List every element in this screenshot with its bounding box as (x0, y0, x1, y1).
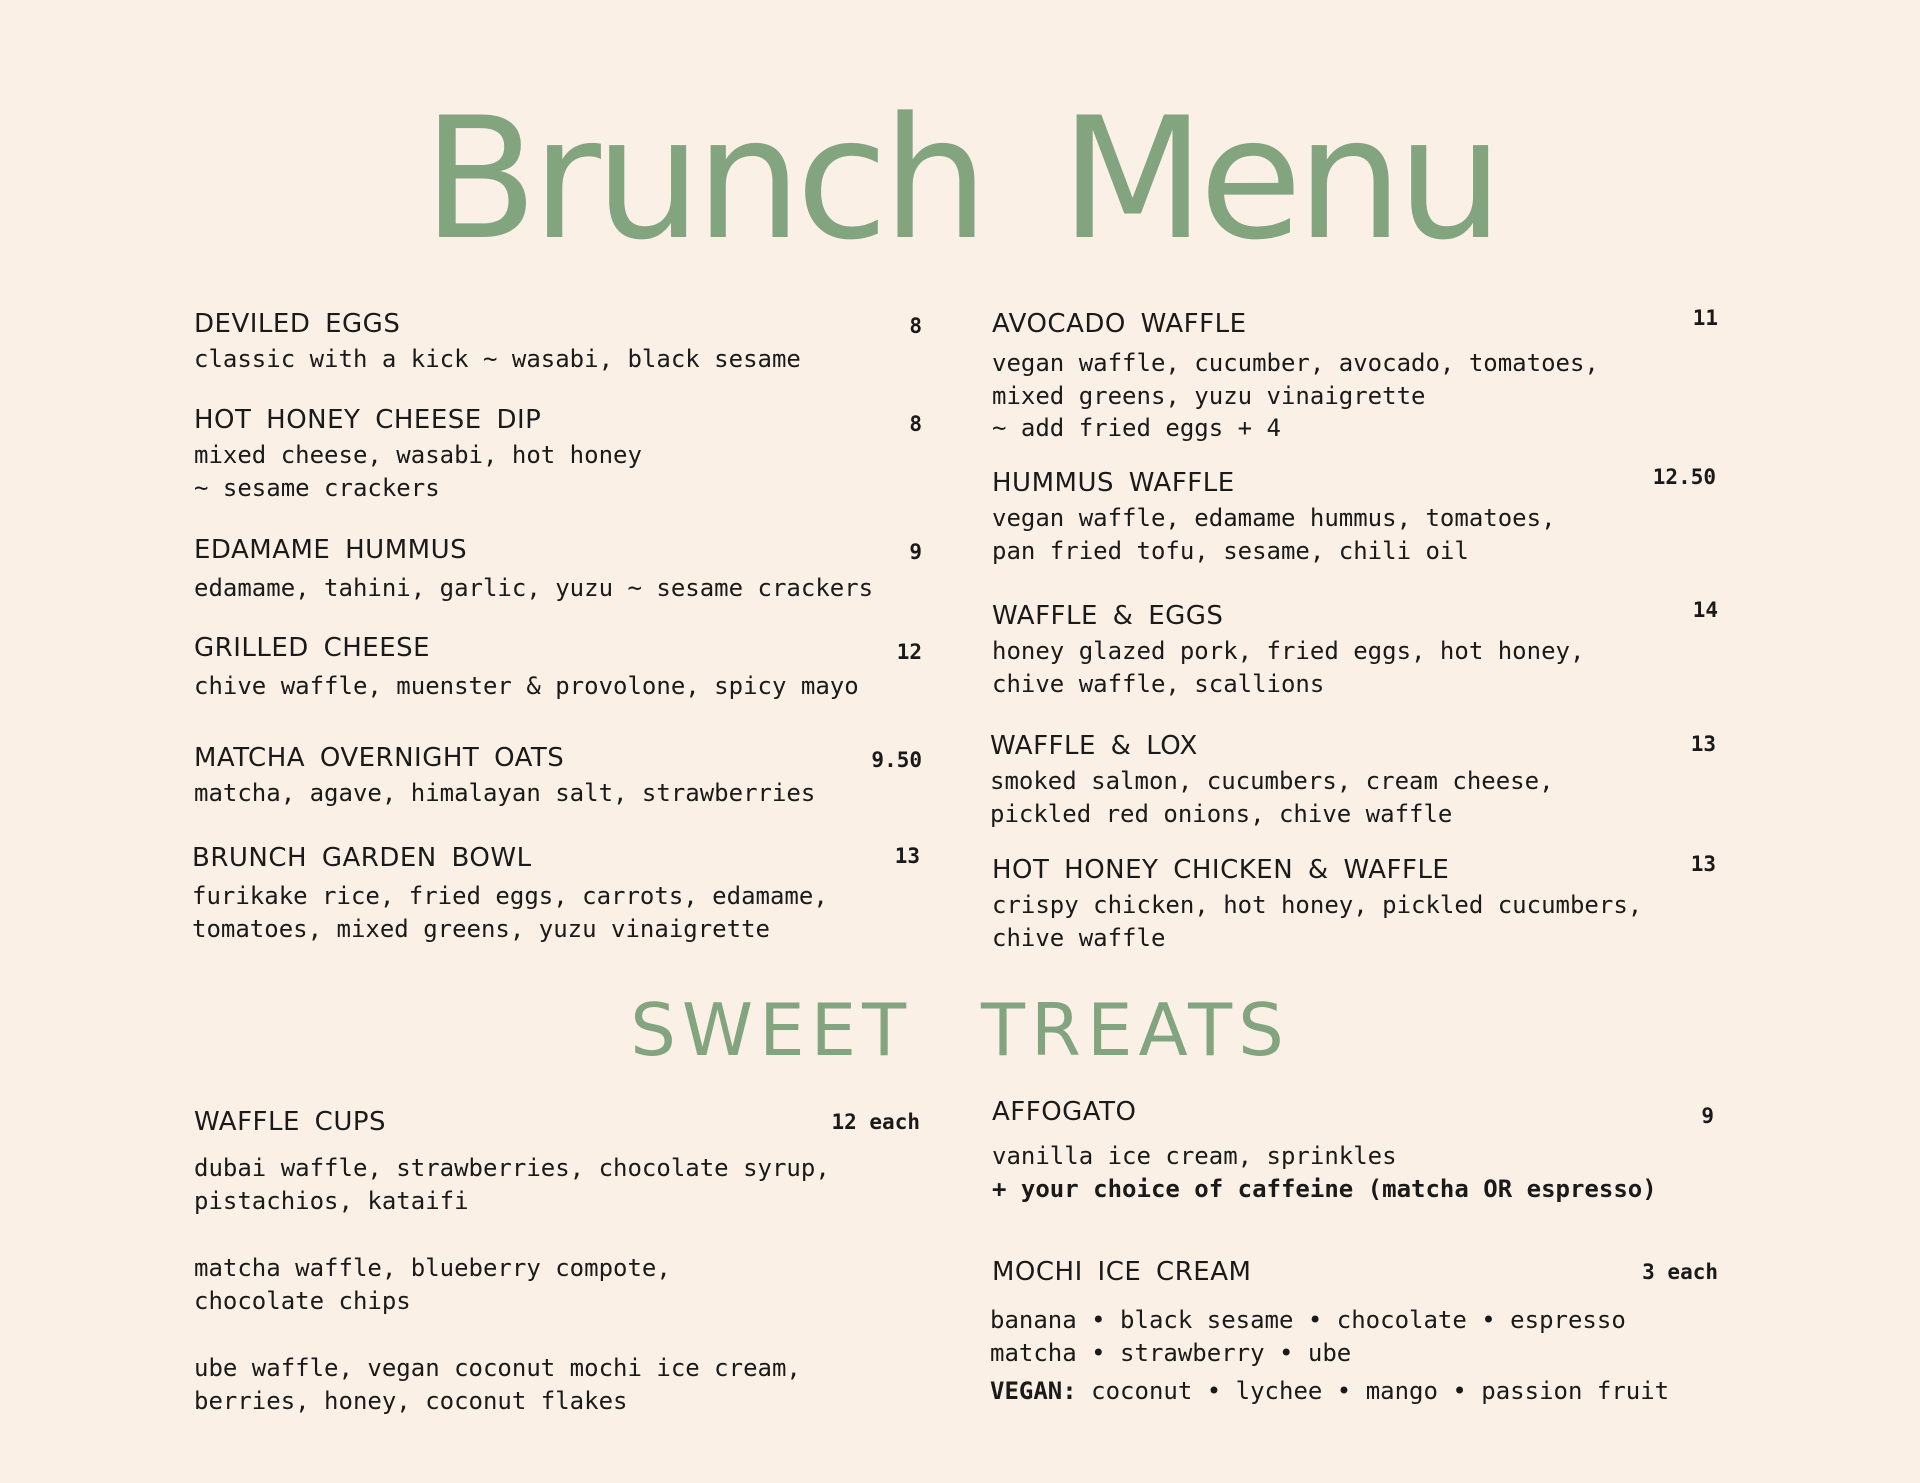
item-description: chive waffle, muenster & provolone, spicy mayo (194, 672, 859, 700)
menu-item-affogato (992, 1096, 1714, 1205)
item-price: 12 (896, 640, 922, 664)
menu-item-waffle-and-eggs (992, 600, 1718, 700)
item-name: AVOCADO WAFFLE (992, 309, 1247, 339)
item-name: HUMMUS WAFFLE (992, 468, 1235, 498)
item-description: smoked salmon, cucumbers, cream cheese, pickled red onions, chive waffle (990, 767, 1554, 828)
item-description: crispy chicken, hot honey, pickled cucumbers, chive waffle (992, 891, 1643, 952)
item-price: 13 (894, 844, 920, 868)
item-name: BRUNCH GARDEN BOWL (192, 843, 532, 873)
item-name: WAFFLE & EGGS (992, 601, 1224, 631)
item-price: 14 (1692, 598, 1718, 622)
mochi-flavors: banana • black sesame • chocolate • espresso matcha • strawberry • ube (990, 1306, 1626, 1367)
menu-item-waffle-and-lox (990, 730, 1716, 830)
item-description: classic with a kick ~ wasabi, black sesame (194, 345, 801, 373)
item-description: vegan waffle, edamame hummus, tomatoes, pan fried tofu, sesame, chili oil (992, 504, 1556, 565)
item-description-addon: + your choice of caffeine (matcha OR espresso) (992, 1174, 1657, 1203)
item-description: honey glazed pork, fried eggs, hot honey, chive waffle, scallions (992, 637, 1585, 698)
waffle-cup-option-dubai: dubai waffle, strawberries, chocolate syrup, pistachios, kataifi (194, 1154, 830, 1215)
item-price: 9.50 (871, 748, 922, 772)
waffle-cup-option-ube: ube waffle, vegan coconut mochi ice cream, berries, honey, coconut flakes (194, 1354, 801, 1415)
item-description: edamame, tahini, garlic, yuzu ~ sesame crackers (194, 574, 874, 602)
item-description: matcha, agave, himalayan salt, strawberries (194, 779, 816, 807)
item-price: 8 (909, 412, 922, 436)
item-name: HOT HONEY CHICKEN & WAFFLE (992, 855, 1450, 885)
menu-item-mochi-ice-cream (990, 1256, 1718, 1408)
item-name: MATCHA OVERNIGHT OATS (194, 743, 565, 773)
item-description: vanilla ice cream, sprinkles (992, 1142, 1397, 1170)
menu-item-hot-honey-cheese-dip (194, 404, 922, 504)
item-price: 9 (909, 540, 922, 564)
item-price: 8 (909, 314, 922, 338)
item-description: furikake rice, fried eggs, carrots, edamame, tomatoes, mixed greens, yuzu vinaigrette (192, 882, 828, 943)
section-title-sweet-treats: SWEET TREATS (630, 988, 1290, 1072)
item-price: 9 (1701, 1104, 1714, 1128)
menu-item-avocado-waffle (992, 308, 1718, 445)
item-name: AFFOGATO (992, 1097, 1137, 1127)
item-name: WAFFLE & LOX (990, 731, 1198, 761)
item-description: vegan waffle, cucumber, avocado, tomatoes, mixed greens, yuzu vinaigrette ~ add fried eggs + 4 (992, 349, 1599, 442)
item-price: 12.50 (1652, 465, 1716, 489)
item-name: EDAMAME HUMMUS (194, 535, 468, 565)
menu-item-deviled-eggs (194, 308, 922, 376)
item-name: GRILLED CHEESE (194, 633, 431, 663)
menu-item-waffle-cups (194, 1106, 920, 1417)
item-name: DEVILED EGGS (194, 309, 401, 339)
vegan-flavor-list: coconut • lychee • mango • passion fruit (1076, 1377, 1670, 1405)
item-price: 11 (1692, 306, 1718, 330)
menu-item-grilled-cheese (194, 632, 922, 703)
item-price: 12 each (831, 1110, 920, 1134)
item-description: mixed cheese, wasabi, hot honey ~ sesame crackers (194, 441, 642, 502)
menu-item-matcha-overnight-oats (194, 742, 922, 810)
menu-title: Brunch Menu (422, 81, 1498, 277)
item-price: 13 (1690, 732, 1716, 756)
item-name: MOCHI ICE CREAM (992, 1257, 1252, 1287)
item-name: HOT HONEY CHEESE DIP (194, 405, 542, 435)
item-price: 3 each (1642, 1260, 1718, 1284)
menu-item-edamame-hummus (194, 534, 922, 605)
item-name: WAFFLE CUPS (194, 1107, 387, 1137)
mochi-vegan-flavors (990, 1375, 1718, 1408)
vegan-label: VEGAN: (990, 1377, 1077, 1405)
menu-item-hot-honey-chicken-waffle (992, 854, 1716, 954)
menu-item-hummus-waffle (992, 467, 1716, 567)
item-price: 13 (1690, 852, 1716, 876)
menu-item-brunch-garden-bowl (192, 842, 920, 945)
waffle-cup-option-matcha: matcha waffle, blueberry compote, chocolate chips (194, 1254, 671, 1315)
